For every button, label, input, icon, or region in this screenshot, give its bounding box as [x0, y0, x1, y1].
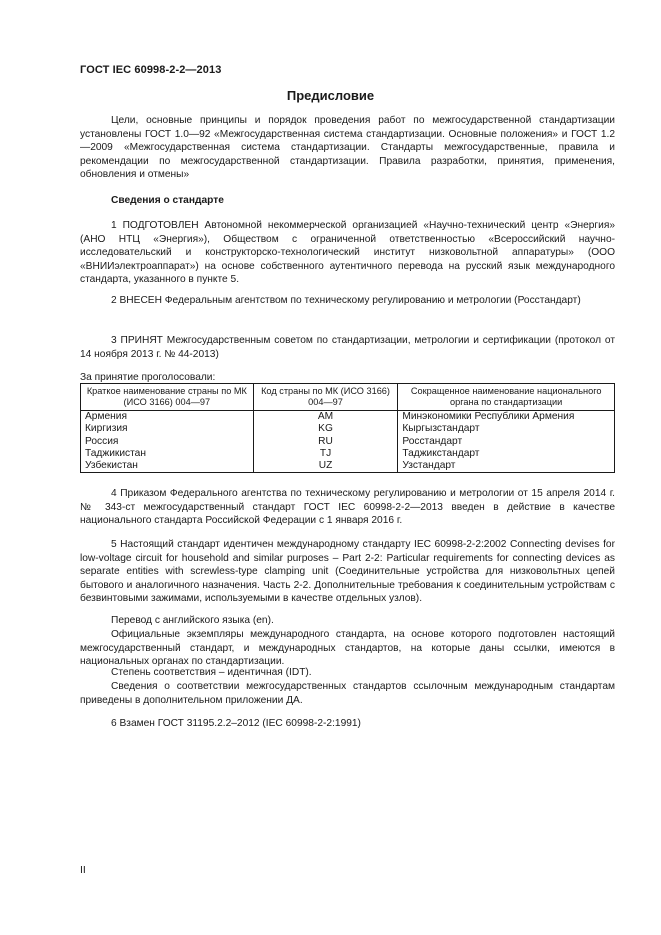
- header-country-name: Краткое наименование страны по МК (ИСО 3166) 004—97: [81, 384, 254, 411]
- item-1-prepared: 1 ПОДГОТОВЛЕН Автономной некоммерческой организацией «Научно-технический центр «Энергия» (АНО НТЦ «Энергия»), Обществом с ограниченной ответственностью «Всероссийский научно-исследовательский и конструкторско-технологический институт низковольтной аппаратуры» (ООО «ВНИИэлектроаппарат») на основе собственного аутентичного перевода на русский язык международного стандарта, указанного в пункте 5.: [80, 220, 615, 285]
- item-5-degree: Степень соответствия – идентичная (IDT).: [111, 667, 312, 678]
- vote-table-header-row: [81, 384, 615, 411]
- country-name-cell: Россия: [81, 436, 254, 448]
- intro-paragraph: Цели, основные принципы и порядок проведения работ по межгосударственной стандартизации установлены ГОСТ 1.0—92 «Межгосударственная система стандартизации. Основные положения» и ГОСТ 1.2—2009 «Межгосударственная система стандартизации. Стандарты межгосударственные, правила и рекомендации по межгосударственной стандартизации. Правила разработки, принятия, применения, обновления и отмены»: [80, 115, 615, 180]
- section-heading: Сведения о стандарте: [111, 195, 224, 206]
- national-body-cell: Таджикстандарт: [398, 448, 615, 460]
- country-code-cell: UZ: [253, 460, 398, 473]
- national-body-cell: Кыргызстандарт: [398, 423, 615, 435]
- table-row: [81, 448, 615, 460]
- country-code-cell: AM: [253, 411, 398, 424]
- item-5-references: Сведения о соответствии межгосударственных стандартов ссылочным международным стандартам приведены в дополнительном приложении ДА.: [80, 681, 615, 706]
- country-name-cell: Киргизия: [81, 423, 254, 435]
- country-name-cell: Таджикистан: [81, 448, 254, 460]
- national-body-cell: Минэкономики Республики Армения: [398, 411, 615, 424]
- vote-table: [80, 383, 615, 473]
- item-5-translation: Перевод с английского языка (en).: [111, 615, 274, 626]
- page-number: II: [80, 864, 86, 876]
- page-title: Предисловие: [286, 88, 375, 103]
- country-name-cell: Узбекистан: [81, 460, 254, 473]
- country-code-cell: TJ: [253, 448, 398, 460]
- vote-table-label: За принятие проголосовали:: [80, 372, 216, 383]
- item-4-order: 4 Приказом Федерального агентства по техническому регулированию и метрологии от 15 апреля 2014 г. № 343-ст межгосударственный стандарт ГОСТ IEC 60998-2-2—2013 введен в действие в качестве национального стандарта Российской Федерации с 1 января 2016 г.: [80, 488, 615, 526]
- country-code-cell: KG: [253, 423, 398, 435]
- item-5-identical: 5 Настоящий стандарт идентичен международному стандарту IEC 60998-2-2:2002 Connecting devises for low-voltage circuit for household and similar purposes – Part 2-2: Particular requirements for connecting devices as separate entities with screwless-type clamping unit (Соединительные устройства для низковольтных цепей бытового и аналогичного назначения. Часть 2-2. Дополнительные требования к соединительным устройствам с безвинтовыми зажимами, используемыми в качестве отдельных узлов).: [80, 539, 615, 604]
- header-country-code: Код страны по МК (ИСО 3166) 004—97: [253, 384, 398, 411]
- table-row: [81, 436, 615, 448]
- national-body-cell: Узстандарт: [398, 460, 615, 473]
- table-row: [81, 423, 615, 435]
- item-6-replaces: 6 Взамен ГОСТ 31195.2.2–2012 (IEC 60998-2-2:1991): [111, 718, 361, 729]
- country-name-cell: Армения: [81, 411, 254, 424]
- national-body-cell: Росстандарт: [398, 436, 615, 448]
- country-code-cell: RU: [253, 436, 398, 448]
- table-row: [81, 460, 615, 473]
- header-national-body: Сокращенное наименование национального органа по стандартизации: [398, 384, 615, 411]
- standard-code-header: ГОСТ IEC 60998-2-2—2013: [80, 64, 222, 76]
- table-row: [81, 411, 615, 424]
- item-5-official-copies: Официальные экземпляры международного стандарта, на основе которого подготовлен настоящий межгосударственный стандарт, и международных стандартов, на которые даны ссылки, имеются в национальных органах по стандартизации.: [80, 629, 615, 667]
- item-2-introduced: 2 ВНЕСЕН Федеральным агентством по техническому регулированию и метрологии (Росстандарт): [111, 295, 581, 306]
- item-3-adopted: 3 ПРИНЯТ Межгосударственным советом по стандартизации, метрологии и сертификации (протокол от 14 ноября 2013 г. № 44-2013): [80, 335, 615, 360]
